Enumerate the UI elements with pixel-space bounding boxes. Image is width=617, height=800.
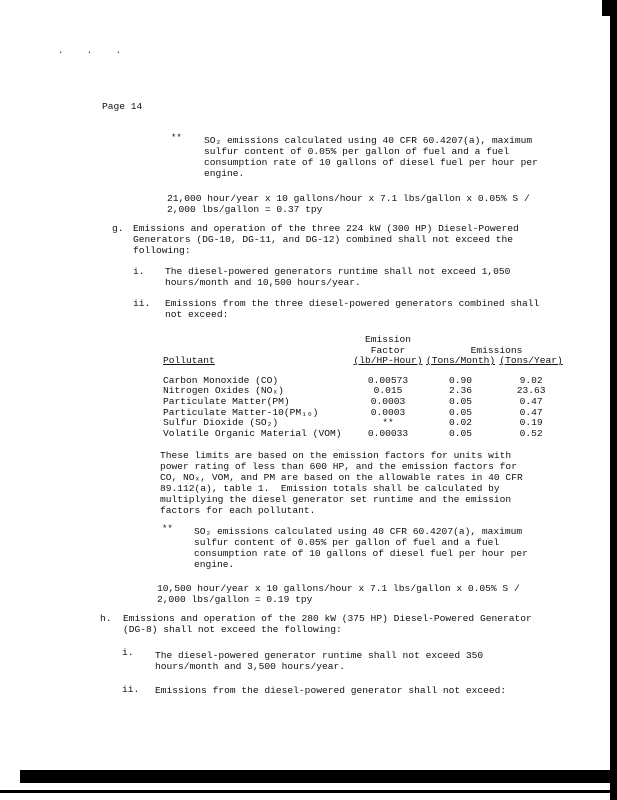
scan-corner-mark [602,0,617,16]
limits-line: 89.112(a), table 1. Emission totals shall be calculated by [160,483,500,494]
tons-year-cell: 0.47 [519,406,543,418]
limits-line: These limits are based on the emission factors for units with [160,450,512,461]
header-tons-month: (Tons/Month) [426,355,496,367]
calc-b-line: 2,000 lbs/gallon = 0.19 tpy [157,594,313,605]
note-a-symbol: ** [171,133,182,143]
section-h-item-ii-label: ii. [122,684,140,695]
tons-month-cell: 0.05 [449,427,473,439]
note-b-line: SO₂ emissions calculated using 40 CFR 60.4207(a), maximum [194,526,523,537]
header-factor-3: (lb/HP-Hour) [353,355,423,367]
note-a-line: consumption rate of 10 gallons of diesel fuel per hour per [204,157,538,168]
tons-month-cell: 2.36 [449,385,473,397]
scan-bottom-bar [20,770,617,783]
tons-year-cell: 23.63 [516,385,546,397]
tons-month-cell: 0.90 [449,374,473,386]
section-g-item-ii-line: not exceed: [165,309,229,320]
tons-year-cell: 0.19 [519,417,543,429]
table-row [163,429,567,440]
section-g-item-i-line: hours/month and 10,500 hours/year. [165,277,361,288]
calc-a-line: 2,000 lbs/gallon = 0.37 tpy [167,204,323,215]
section-g-line: following: [133,245,191,256]
scan-bottom-line [0,790,617,793]
section-h-item-i-line: The diesel-powered generator runtime shall not exceed 350 [155,650,484,661]
calc-a-line: 21,000 hour/year x 10 gallons/hour x 7.1 lbs/gallon x 0.05% S / [167,193,530,204]
table-row [163,397,567,408]
section-g-label: g. [112,223,124,234]
factor-cell: 0.0003 [370,395,406,407]
tons-month-cell: 0.05 [449,395,473,407]
note-b-line: consumption rate of 10 gallons of diesel fuel per hour per [194,548,528,559]
note-a-line: SO₂ emissions calculated using 40 CFR 60.4207(a), maximum [204,135,533,146]
scan-edge-right [610,0,617,800]
factor-cell: 0.00573 [367,374,409,386]
header-factor-1: Emission [364,334,412,345]
section-g-item-i-label: i. [133,266,145,277]
section-h-item-i-line: hours/month and 3,500 hours/year. [155,661,345,672]
header-pollutant: Pollutant [163,355,215,367]
calc-b-line: 10,500 hour/year x 10 gallons/hour x 7.1 lbs/gallon x 0.05% S / [157,583,520,594]
section-g-line: Generators (DG-10, DG-11, and DG-12) combined shall not exceed the [133,234,513,245]
note-b-line: sulfur content of 0.05% per gallon of fuel and a fuel [194,537,500,548]
tons-year-cell: 0.52 [519,427,543,439]
limits-line: power rating of less than 600 HP, and the emission factors for [160,461,517,472]
page-number: Page 14 [102,101,143,112]
note-b-line: engine. [194,559,235,570]
pollutant-cell: Sulfur Dioxide (SO₂) [163,417,279,429]
pollutant-cell: Volatile Organic Material (VOM) [163,427,342,439]
section-g-line: Emissions and operation of the three 224 kW (300 HP) Diesel-Powered [133,223,519,234]
factor-cell: 0.015 [373,385,403,397]
scan-specks: . . . [58,46,131,56]
section-h-item-ii-line: Emissions from the diesel-powered generator shall not exceed: [155,685,507,696]
section-h-item-i-label: i. [122,647,134,658]
note-b-symbol: ** [162,524,173,534]
factor-cell: 0.0003 [370,406,406,418]
section-h-label: h. [100,613,112,624]
limits-line: multiplying the diesel generator set runtime and the emission [160,494,512,505]
section-g-item-ii-line: Emissions from the three diesel-powered generators combined shall [165,298,540,309]
section-h-line: Emissions and operation of the 280 kW (375 HP) Diesel-Powered Generator [123,613,532,624]
pollutant-cell: Nitrogen Oxides (NOₓ) [163,385,284,397]
note-a-line: engine. [204,168,245,179]
limits-line: CO, NOₓ, VOM, and PM are based on the allowable rates in 40 CFR [160,472,523,483]
section-g-item-ii-label: ii. [133,298,151,309]
pollutant-cell: Carbon Monoxide (CO) [163,374,279,386]
tons-month-cell: 0.02 [449,417,473,429]
tons-year-cell: 0.47 [519,395,543,407]
section-h-line: (DG-8) shall not exceed the following: [123,624,342,635]
tons-year-cell: 9.02 [519,374,543,386]
header-tons-year: (Tons/Year) [499,355,563,367]
tons-month-cell: 0.05 [449,406,473,418]
header-emissions: Emissions [470,344,523,356]
pollutant-cell: Particulate Matter(PM) [163,395,290,407]
emission-limits-table [163,335,567,439]
note-a-line: sulfur content of 0.05% per gallon of fuel and a fuel [204,146,510,157]
header-factor-2: Factor [370,344,406,356]
limits-line: factors for each pollutant. [160,505,316,516]
section-g-item-i-line: The diesel-powered generators runtime shall not exceed 1,050 [165,266,511,277]
pollutant-cell: Particulate Matter-10(PM₁₀) [163,406,319,418]
factor-cell: ** [382,417,394,429]
factor-cell: 0.00033 [367,427,409,439]
